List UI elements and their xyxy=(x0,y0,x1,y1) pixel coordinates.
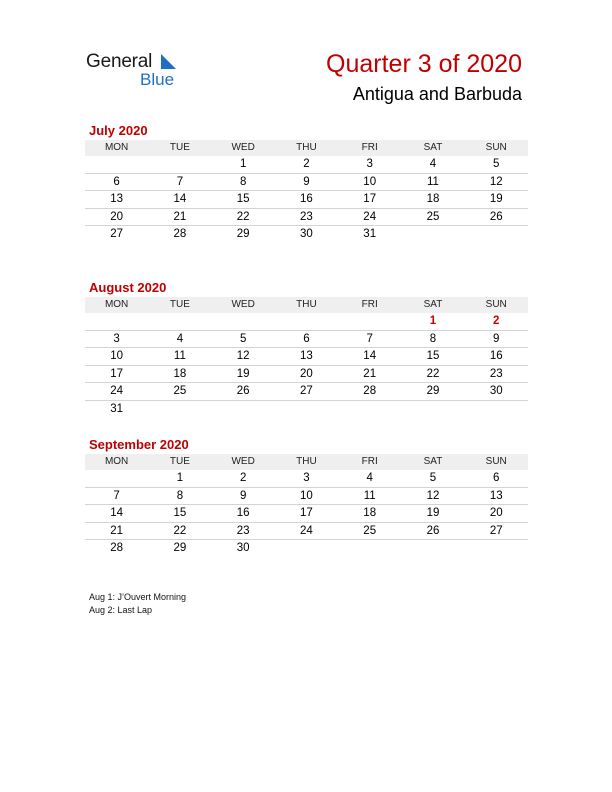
day-cell: 9 xyxy=(239,489,247,502)
weekday-header xyxy=(85,297,528,313)
day-cell: 14 xyxy=(363,350,377,363)
day-cell: 28 xyxy=(173,228,187,241)
day-cell: 1 xyxy=(429,315,437,327)
day-cell: 29 xyxy=(236,228,250,241)
day-cell: 1 xyxy=(176,472,184,484)
weekday-label: WED xyxy=(231,456,255,467)
day-cell: 10 xyxy=(110,350,124,363)
week-row xyxy=(85,313,528,331)
weekday-label: SUN xyxy=(485,299,507,310)
page-subtitle: Antigua and Barbuda xyxy=(352,84,522,104)
day-cell: 11 xyxy=(426,175,439,188)
weekday-label: THU xyxy=(296,142,317,153)
empty-day-cell xyxy=(148,313,211,330)
day-cell: 8 xyxy=(239,175,247,188)
week-row xyxy=(85,470,528,488)
day-cell: 29 xyxy=(426,385,440,398)
day-cell: 13 xyxy=(489,489,503,502)
weekday-label: FRI xyxy=(361,456,378,467)
month-title: August 2020 xyxy=(89,280,167,295)
weekday-label: FRI xyxy=(361,299,378,310)
day-cell: 14 xyxy=(173,193,187,206)
day-cell: 18 xyxy=(173,367,187,380)
empty-day-cell xyxy=(401,401,464,419)
day-cell: 5 xyxy=(493,158,500,170)
day-cell: 3 xyxy=(366,158,373,170)
week-row xyxy=(85,331,528,349)
day-cell: 15 xyxy=(173,507,187,520)
weekday-label: SAT xyxy=(423,142,443,153)
day-cell: 3 xyxy=(113,332,120,345)
weekday-label: THU xyxy=(296,299,317,310)
holiday-notes xyxy=(89,591,186,617)
day-cell: 28 xyxy=(110,542,124,555)
week-row xyxy=(85,348,528,366)
day-cell: 7 xyxy=(113,489,120,502)
empty-day-cell xyxy=(275,313,338,330)
day-cell: 16 xyxy=(300,193,313,206)
empty-day-cell xyxy=(148,156,211,173)
day-cell: 20 xyxy=(110,210,124,223)
day-cell: 27 xyxy=(489,524,503,537)
day-cell: 27 xyxy=(110,228,124,241)
day-cell: 30 xyxy=(489,385,503,398)
day-cell: 17 xyxy=(110,367,124,380)
week-row xyxy=(85,191,528,209)
day-cell: 23 xyxy=(236,524,250,537)
weekday-label: WED xyxy=(231,299,255,310)
week-row xyxy=(85,209,528,227)
day-cell: 12 xyxy=(426,489,440,502)
day-cell: 9 xyxy=(493,332,500,345)
day-cell: 25 xyxy=(363,524,377,537)
day-cell: 26 xyxy=(236,385,250,398)
day-cell: 6 xyxy=(303,332,310,345)
day-cell: 8 xyxy=(176,489,184,502)
day-cell: 14 xyxy=(110,507,124,520)
holiday-note: Aug 1: J’Ouvert Morning xyxy=(89,592,187,602)
day-cell: 23 xyxy=(489,367,503,380)
empty-day-cell xyxy=(212,401,275,419)
day-cell: 5 xyxy=(429,472,437,484)
week-row xyxy=(85,226,528,244)
day-cell: 11 xyxy=(363,489,376,502)
generalblue-logo xyxy=(86,50,186,90)
day-cell: 29 xyxy=(173,542,187,555)
day-cell: 27 xyxy=(300,385,313,398)
month-august xyxy=(85,279,528,419)
weekday-label: TUE xyxy=(169,299,190,310)
day-cell: 28 xyxy=(363,385,377,398)
weekday-label: FRI xyxy=(361,142,378,153)
day-cell: 31 xyxy=(363,228,377,241)
day-cell: 18 xyxy=(363,507,377,520)
day-cell: 24 xyxy=(110,385,124,398)
day-cell: 23 xyxy=(300,210,313,223)
week-row xyxy=(85,366,528,384)
day-cell: 4 xyxy=(429,158,437,170)
day-cell: 9 xyxy=(303,175,310,188)
day-cell: 1 xyxy=(239,158,247,170)
day-cell: 12 xyxy=(489,175,503,188)
weekday-label: TUE xyxy=(169,142,190,153)
day-cell: 30 xyxy=(300,228,313,241)
empty-day-cell xyxy=(338,540,401,558)
month-title: July 2020 xyxy=(89,123,148,138)
weekday-header xyxy=(85,454,528,470)
empty-day-cell xyxy=(85,313,148,330)
logo-triangle-icon xyxy=(159,54,177,70)
day-cell: 22 xyxy=(236,210,250,223)
empty-day-cell xyxy=(338,313,401,330)
empty-day-cell xyxy=(338,401,401,419)
day-cell: 8 xyxy=(429,332,437,345)
day-cell: 19 xyxy=(426,507,440,520)
empty-day-cell xyxy=(401,540,464,558)
day-cell: 6 xyxy=(493,472,500,484)
weekday-label: TUE xyxy=(169,456,190,467)
weekday-label: SUN xyxy=(485,142,507,153)
day-cell: 2 xyxy=(493,315,500,327)
day-cell: 21 xyxy=(110,524,124,537)
logo-word-general: General xyxy=(86,51,153,72)
day-cell: 12 xyxy=(236,350,250,363)
empty-day-cell xyxy=(275,540,338,558)
day-cell: 21 xyxy=(363,367,377,380)
week-row xyxy=(85,523,528,541)
day-cell: 20 xyxy=(489,507,503,520)
week-row xyxy=(85,174,528,192)
day-cell: 22 xyxy=(426,367,440,380)
day-cell: 13 xyxy=(110,193,124,206)
month-title: September 2020 xyxy=(89,437,189,452)
day-cell: 25 xyxy=(426,210,440,223)
page-title: Quarter 3 of 2020 xyxy=(326,50,522,78)
day-cell: 19 xyxy=(489,193,503,206)
day-cell: 16 xyxy=(236,507,250,520)
day-cell: 11 xyxy=(173,350,186,363)
empty-day-cell xyxy=(275,401,338,419)
day-cell: 4 xyxy=(176,332,184,345)
day-cell: 20 xyxy=(300,367,313,380)
weekday-label: MON xyxy=(104,456,129,467)
day-cell: 10 xyxy=(363,175,377,188)
weekday-label: SUN xyxy=(485,456,507,467)
empty-day-cell xyxy=(212,313,275,330)
week-row xyxy=(85,505,528,523)
logo-word-blue: Blue xyxy=(140,70,175,89)
empty-day-cell xyxy=(465,540,528,558)
day-cell: 17 xyxy=(300,507,313,520)
day-cell: 26 xyxy=(489,210,503,223)
week-row xyxy=(85,488,528,506)
day-cell: 15 xyxy=(236,193,250,206)
empty-day-cell xyxy=(465,226,528,244)
day-cell: 19 xyxy=(236,367,250,380)
empty-day-cell xyxy=(465,401,528,419)
day-cell: 5 xyxy=(239,332,247,345)
day-cell: 2 xyxy=(303,158,310,170)
weekday-label: MON xyxy=(104,142,129,153)
weekday-label: WED xyxy=(231,142,255,153)
day-cell: 21 xyxy=(173,210,187,223)
week-row xyxy=(85,156,528,174)
empty-day-cell xyxy=(85,156,148,173)
weekday-header xyxy=(85,140,528,156)
empty-day-cell xyxy=(401,226,464,244)
day-cell: 16 xyxy=(489,350,503,363)
day-cell: 7 xyxy=(176,175,184,188)
weekday-label: THU xyxy=(296,456,317,467)
day-cell: 10 xyxy=(300,489,313,502)
weekday-label: MON xyxy=(104,299,129,310)
day-cell: 31 xyxy=(110,402,124,415)
day-cell: 15 xyxy=(426,350,440,363)
day-cell: 24 xyxy=(300,524,313,537)
weekday-label: SAT xyxy=(423,299,443,310)
day-cell: 24 xyxy=(363,210,377,223)
week-row xyxy=(85,383,528,401)
week-row xyxy=(85,401,528,419)
day-cell: 25 xyxy=(173,385,187,398)
day-cell: 3 xyxy=(303,472,310,484)
day-cell: 7 xyxy=(366,332,373,345)
day-cell: 18 xyxy=(426,193,440,206)
day-cell: 26 xyxy=(426,524,440,537)
day-cell: 4 xyxy=(366,472,373,484)
day-cell: 6 xyxy=(113,175,120,188)
month-september xyxy=(85,436,528,558)
day-cell: 2 xyxy=(239,472,247,484)
empty-day-cell xyxy=(148,401,211,419)
weekday-label: SAT xyxy=(423,456,443,467)
month-july xyxy=(85,122,528,244)
day-cell: 30 xyxy=(236,542,250,555)
week-row xyxy=(85,540,528,558)
holiday-note: Aug 2: Last Lap xyxy=(89,605,153,615)
day-cell: 13 xyxy=(300,350,313,363)
day-cell: 17 xyxy=(363,193,377,206)
empty-day-cell xyxy=(85,470,148,487)
day-cell: 22 xyxy=(173,524,187,537)
